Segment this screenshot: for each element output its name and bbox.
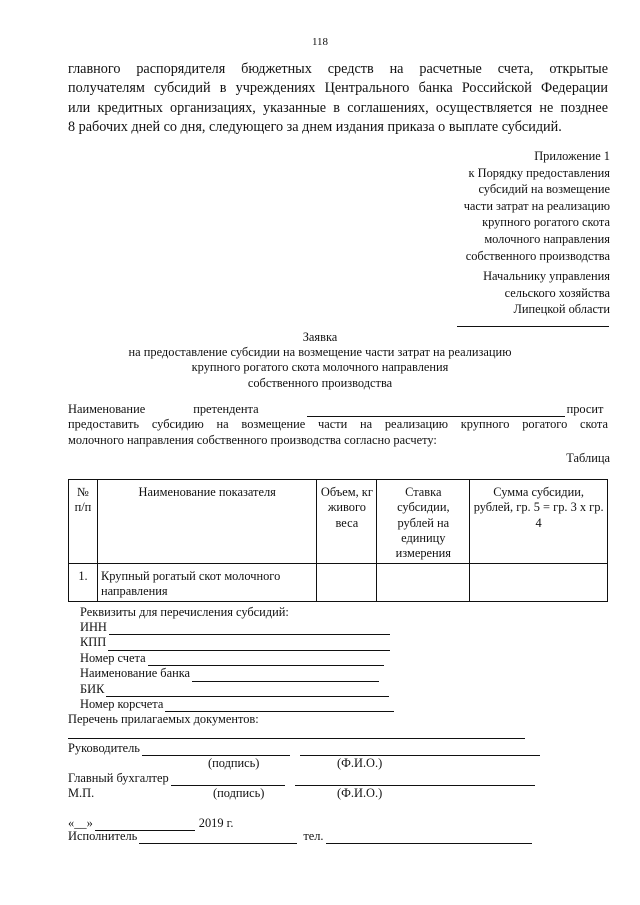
addressee-block xyxy=(483,268,610,318)
attachments-label: Перечень прилагаемых документов: xyxy=(68,712,259,726)
title-line: собственного производства xyxy=(247,375,393,390)
page-number: 118 xyxy=(311,36,329,48)
appendix-line: части затрат на реализацию xyxy=(463,198,610,213)
fio-caption: (Ф.И.О.) xyxy=(337,786,383,800)
director-signature-field[interactable] xyxy=(142,744,290,756)
requisites-block xyxy=(80,620,394,712)
correspondent-account-field[interactable] xyxy=(165,700,394,712)
intro-line: 8 рабочих дней со дня, следующего за днем издания приказа о выплате субсидий. xyxy=(68,118,562,135)
requisite-label: ИНН xyxy=(80,620,107,634)
signature-caption: (подпись) xyxy=(208,756,260,770)
appendix-line: крупного рогатого скота xyxy=(482,215,610,230)
requisite-label: БИК xyxy=(80,681,105,696)
row-number-cell: 1. xyxy=(69,564,98,602)
title-line: на предоставление субсидии на возмещение части затрат на реализацию xyxy=(128,345,512,360)
column-header: Объем, кг живого веса xyxy=(317,480,377,564)
subsidy-calculation-table xyxy=(68,479,608,602)
addressee-line: Начальнику управления xyxy=(483,269,610,283)
bik-field[interactable] xyxy=(106,685,389,697)
amount-cell[interactable] xyxy=(470,564,608,602)
attachments-field[interactable] xyxy=(68,738,525,739)
director-fio-field[interactable] xyxy=(300,744,540,756)
request-line: предоставить субсидию на возмещение части на реализацию крупного рогатого скота xyxy=(68,417,608,432)
title-line: крупного рогатого скота молочного направления xyxy=(191,360,449,375)
volume-cell[interactable] xyxy=(317,564,377,602)
application-title xyxy=(0,330,640,391)
executor-name-field[interactable] xyxy=(139,832,297,844)
requisite-label: Номер счета xyxy=(80,650,146,665)
signature-caption: (подпись) xyxy=(213,786,265,800)
appendix-line: собственного производства xyxy=(465,248,610,263)
intro-line: получателям субсидий в учреждениях Центрального банка Российской Федерации xyxy=(68,80,608,97)
title-heading: Заявка xyxy=(302,330,338,344)
executor-label: Исполнитель xyxy=(68,829,138,843)
requisite-label: Номер корсчета xyxy=(80,697,164,712)
phone-label: тел. xyxy=(303,829,324,843)
executor-row xyxy=(68,829,532,844)
date-year: 2019 г. xyxy=(198,816,234,830)
appendix-line: субсидий на возмещение xyxy=(478,182,610,197)
requisites-heading: Реквизиты для перечисления субсидий: xyxy=(80,605,289,619)
stamp-label: М.П. xyxy=(68,786,95,800)
fio-caption: (Ф.И.О.) xyxy=(337,756,383,770)
table-header-row xyxy=(69,480,608,564)
requisite-label: КПП xyxy=(80,635,107,650)
rate-cell[interactable] xyxy=(377,564,470,602)
column-header: Сумма субсидии, рублей, гр. 5 = гр. 3 х гр. 4 xyxy=(470,480,608,564)
addressee-name-field[interactable] xyxy=(457,326,609,327)
addressee-line: сельского хозяйства xyxy=(504,285,610,300)
director-signature-row xyxy=(68,741,540,756)
appendix-line: молочного направления xyxy=(484,231,610,246)
request-word: претендента xyxy=(193,402,259,416)
column-header: № п/п xyxy=(69,480,98,564)
date-day: «__» xyxy=(68,816,93,830)
column-header: Наименование показателя xyxy=(97,480,316,564)
accountant-label: Главный бухгалтер xyxy=(68,771,169,785)
kpp-field[interactable] xyxy=(108,639,390,651)
indicator-name-cell: Крупный рогатый скот молочного направления xyxy=(97,564,316,602)
bank-name-field[interactable] xyxy=(192,670,379,682)
accountant-signature-field[interactable] xyxy=(171,774,285,786)
request-paragraph xyxy=(68,402,608,448)
table-label: Таблица xyxy=(566,451,610,465)
column-header: Ставка субсидии, рублей на единицу измерения xyxy=(377,480,470,564)
director-label: Руководитель xyxy=(68,741,140,755)
addressee-line: Липецкой области xyxy=(513,302,610,317)
table-row xyxy=(69,564,608,602)
request-word: просит xyxy=(566,402,604,416)
request-line: молочного направления собственного производства согласно расчету: xyxy=(68,432,437,447)
appendix-reference xyxy=(464,148,610,264)
intro-line: или кредитных организациях, указанные в соглашениях, осуществляется не позднее xyxy=(68,99,608,116)
account-number-field[interactable] xyxy=(148,654,384,666)
intro-line: главного распорядителя бюджетных средств на расчетные счета, открытые xyxy=(68,61,608,77)
intro-paragraph xyxy=(68,60,608,137)
request-word: Наименование xyxy=(68,402,146,416)
requisite-label: Наименование банка xyxy=(80,666,191,681)
appendix-line: Приложение 1 xyxy=(534,149,610,163)
inn-field[interactable] xyxy=(109,623,390,635)
appendix-line: к Порядку предоставления xyxy=(468,165,610,180)
accountant-fio-field[interactable] xyxy=(295,774,535,786)
accountant-signature-row xyxy=(68,771,535,786)
applicant-name-field[interactable] xyxy=(307,405,565,417)
phone-field[interactable] xyxy=(326,832,532,844)
